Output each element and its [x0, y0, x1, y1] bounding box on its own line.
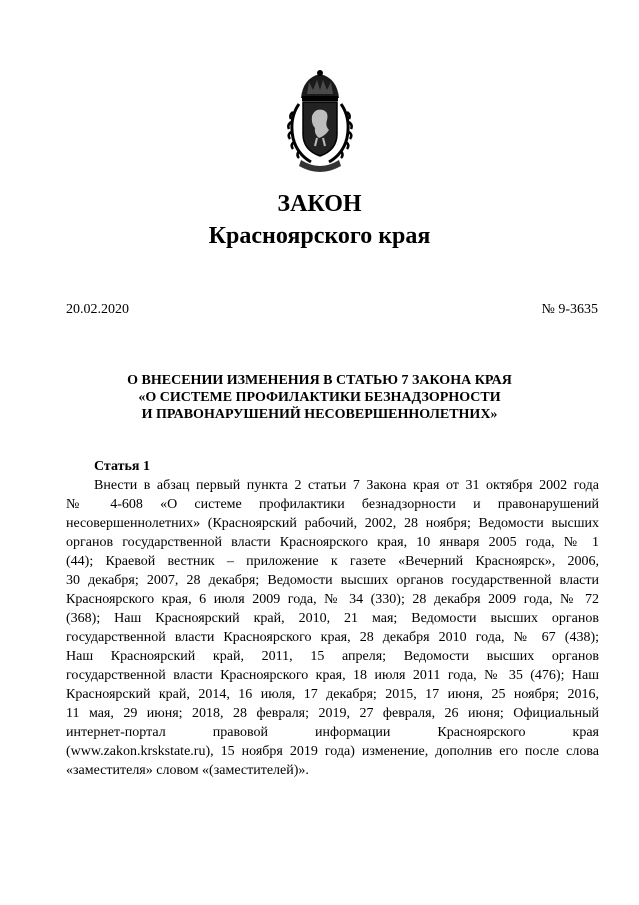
body-line: (www.zakon.krskstate.ru), 15 ноября 2019 года) изменение, дополнив его после слова [66, 744, 599, 759]
body-line: «заместителя» словом «(заместителей)». [66, 763, 309, 778]
body-line: 11 мая, 29 июня; 2018, 28 февраля; 2019, 27 февраля, 26 июня; Официальный [66, 706, 599, 721]
body-line: Красноярский край, 2014, 16 июля, 17 декабря; 2015, 17 июня, 25 ноября; 2016, [66, 687, 599, 702]
document-number: № 9-3635 [541, 302, 598, 317]
body-line: 30 декабря; 2007, 28 декабря; Ведомости высших органов государственной власти [66, 573, 599, 588]
heading-line: О ВНЕСЕНИИ ИЗМЕНЕНИЯ В СТАТЬЮ 7 ЗАКОНА КРАЯ [127, 373, 512, 388]
body-line: несовершеннолетних» (Красноярский рабочий, 2002, 28 ноября; Ведомости высших [66, 516, 599, 531]
body-line: интернет-портал правовой информации Красноярского края [66, 725, 599, 740]
body-line: государственной власти Красноярского края, 28 декабря 2010 года, № 67 (438); [66, 630, 599, 645]
article-body [66, 476, 599, 780]
body-line: Наш Красноярский край, 2011, 15 апреля; Ведомости высших органов [66, 649, 599, 664]
document-type-title: ЗАКОН [277, 191, 362, 217]
body-line: (368); Наш Красноярский край, 2010, 21 мая; Ведомости высших органов [66, 611, 599, 626]
body-line: Внести в абзац первый пункта 2 статьи 7 Закона края от 31 октября 2002 года [94, 478, 599, 493]
body-line: Красноярского края, 6 июля 2009 года, № 34 (330); 28 декабря 2009 года, № 72 [66, 592, 599, 607]
body-line: государственной власти Красноярского края, 18 июля 2011 года, № 35 (476); Наш [66, 668, 599, 683]
coat-of-arms-icon [279, 68, 361, 176]
heading-line: И ПРАВОНАРУШЕНИЙ НЕСОВЕРШЕННОЛЕТНИХ» [141, 407, 498, 422]
document-date: 20.02.2020 [66, 302, 129, 317]
article-title: Статья 1 [94, 459, 150, 474]
law-heading [0, 372, 639, 423]
heading-line: «О СИСТЕМЕ ПРОФИЛАКТИКИ БЕЗНАДЗОРНОСТИ [138, 390, 501, 405]
body-line: (44); Краевой вестник – приложение к газете «Вечерний Красноярск», 2006, [66, 554, 599, 569]
body-line: № 4-608 «О системе профилактики безнадзорности и правонарушений [66, 497, 599, 512]
issuer-title: Красноярского края [208, 223, 431, 249]
body-line: органов государственной власти Красноярского края, 10 января 2005 года, № 1 [66, 535, 599, 550]
